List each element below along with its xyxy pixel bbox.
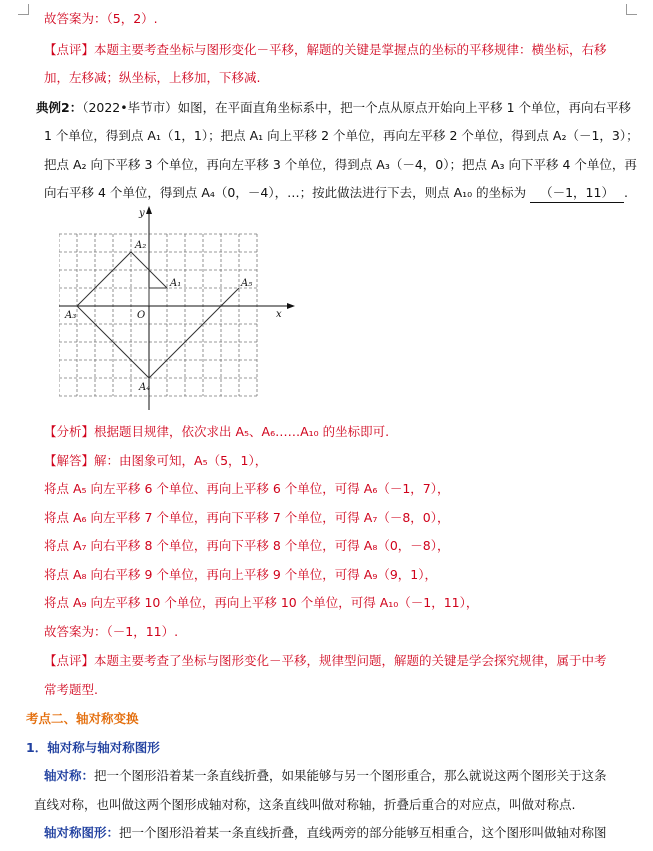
- example-text-4: 向右平移 4 个单位，得到点 A₄（0，－4），…；按此做法进行下去，则点 A₁₀ 的坐标为: [44, 185, 527, 200]
- solution-tag: 【解答】: [44, 453, 95, 468]
- section-title: 考点二、轴对称变换: [26, 711, 139, 726]
- axis-definition-line-1: [44, 767, 607, 785]
- crop-mark-left: [18, 4, 29, 15]
- review-2-tag: 【点评】: [44, 653, 95, 668]
- solution-answer: 故答案为：（－1，11）.: [44, 624, 179, 639]
- axis-definition-text-1: 把一个图形沿着某一条直线折叠，如果能够与另一个图形重合，那么就说这两个图形关于这条: [94, 768, 607, 783]
- example-end: .: [623, 185, 628, 200]
- example-line-3: 把点 A₂ 向下平移 3 个单位，再向左平移 3 个单位，得到点 A₃（－4，0）；把点 A₃ 向下平移 4 个单位，再: [44, 157, 637, 172]
- review-2-text-1: 本题主要考查了坐标与图形变化－平移，规律型问题，解题的关键是学会探究规律，属于中考: [94, 653, 607, 668]
- analysis-text: 根据题目规律，依次求出 A₅、A₆……A₁₀ 的坐标即可.: [94, 424, 390, 439]
- review-2-line-2: 常考题型.: [44, 682, 98, 697]
- solution-step-5: 将点 A₉ 向左平移 10 个单位，再向上平移 10 个单位，可得 A₁₀（－1，11），: [44, 595, 479, 610]
- example-line-4: [44, 184, 628, 203]
- origin-label: O: [137, 310, 146, 321]
- review-1-tag: 【点评】: [44, 42, 95, 57]
- review-1-line-2: 加，左移减；纵坐标，上移加，下移减.: [44, 70, 261, 85]
- solution-step-3: 将点 A₇ 向右平移 8 个单位，再向下平移 8 个单位，可得 A₈（0，－8），: [44, 538, 450, 553]
- analysis-line: [44, 423, 389, 441]
- path-lines: [77, 252, 239, 378]
- example-answer-blank: （－1，11）: [530, 184, 624, 203]
- point-a3-label: A₃: [65, 310, 77, 321]
- top-answer: 故答案为：（5，2）.: [44, 11, 158, 26]
- figure-term: 轴对称图形：: [44, 825, 120, 840]
- point-a5-label: A₅: [241, 278, 253, 289]
- axis-term: 轴对称：: [44, 768, 95, 783]
- example-line-1: [36, 99, 631, 117]
- solution-step-2: 将点 A₆ 向左平移 7 个单位，再向下平移 7 个单位，可得 A₇（－8，0），: [44, 510, 450, 525]
- example-line-2: 1 个单位，得到点 A₁（1，1）；把点 A₁ 向上平移 2 个单位，再向左平移 2 个单位，得到点 A₂（－1，3）；: [44, 128, 639, 143]
- review-1-line-1: [44, 41, 607, 59]
- dashed-grid: [59, 234, 259, 396]
- axis-definition-line-2: 直线对称，也叫做这两个图形成轴对称，这条直线叫做对称轴，折叠后重合的对应点，叫做对称点.: [34, 797, 576, 812]
- example-text-1: （2022•毕节市）如图，在平面直角坐标系中，把一个点从原点开始向上平移 1 个单位，再向右平移: [82, 100, 632, 115]
- review-1-text-1: 本题主要考查坐标与图形变化－平移，解题的关键是掌握点的坐标的平移规律：横坐标，右移: [94, 42, 607, 57]
- y-axis-arrow: [146, 206, 152, 214]
- analysis-tag: 【分析】: [44, 424, 95, 439]
- y-axis-label: y: [139, 208, 145, 219]
- solution-intro: 解：由图象可知，A₅（5，1），: [94, 453, 268, 468]
- x-axis-label: x: [276, 309, 282, 320]
- coordinate-figure: [59, 204, 309, 414]
- point-a1-label: A₁: [170, 278, 182, 289]
- point-a4-label: A₄: [139, 382, 151, 393]
- section-subtitle: 1．轴对称与轴对称图形: [26, 740, 160, 755]
- figure-definition-line-1: [44, 824, 607, 842]
- example-label: 典例2：: [36, 100, 83, 115]
- x-axis-arrow: [287, 303, 295, 309]
- point-a2-label: A₂: [135, 240, 147, 251]
- solution-intro-line: [44, 452, 267, 470]
- crop-mark-right: [626, 4, 637, 15]
- solution-step-4: 将点 A₈ 向右平移 9 个单位，再向上平移 9 个单位，可得 A₉（9，1），: [44, 567, 438, 582]
- review-2-line-1: [44, 652, 607, 670]
- solution-step-1: 将点 A₅ 向左平移 6 个单位、再向上平移 6 个单位，可得 A₆（－1，7），: [44, 481, 450, 496]
- figure-definition-text-1: 把一个图形沿着某一条直线折叠，直线两旁的部分能够互相重合，这个图形叫做轴对称图: [119, 825, 607, 840]
